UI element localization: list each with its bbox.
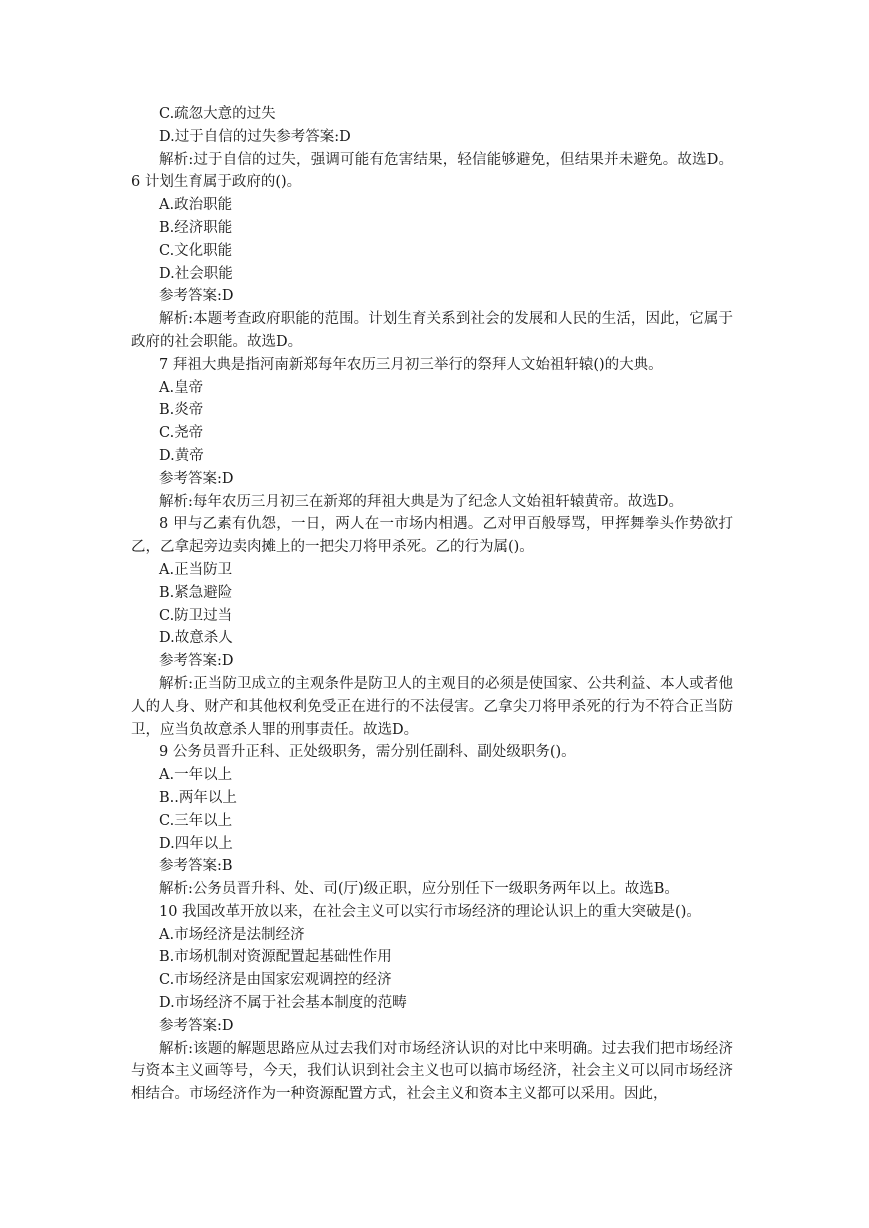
text-paragraph: C.尧帝 xyxy=(159,425,204,442)
text-paragraph: 7 拜祖大典是指河南新郑每年农历三月初三举行的祭拜人文始祖轩辕()的大典。 xyxy=(159,356,663,373)
text-paragraph: 解析:本题考查政府职能的范围。计划生育关系到社会的发展和人民的生活，因此，它属于政府的社会职能。故选D。 xyxy=(131,311,733,350)
text-paragraph: C.防卫过当 xyxy=(159,607,233,624)
text-paragraph: B.经济职能 xyxy=(159,219,233,236)
text-paragraph: 参考答案:D xyxy=(159,288,234,305)
text-paragraph: 参考答案:B xyxy=(159,858,233,875)
text-paragraph: 解析:公务员晋升科、处、司(厅)级正职，应分别任下一级职务两年以上。故选B。 xyxy=(159,881,679,898)
text-paragraph: 解析:正当防卫成立的主观条件是防卫人的主观目的必须是使国家、公共利益、本人或者他人的人身、财产和其他权利免受正在进行的不法侵害。乙拿尖刀将甲杀死的行为不符合正当防卫，应当负故意杀人罪的刑事责任。故选D。 xyxy=(131,675,733,738)
text-paragraph: 10 我国改革开放以来，在社会主义可以实行市场经济的理论认识上的重大突破是()。 xyxy=(159,903,701,920)
text-paragraph: 解析:该题的解题思路应从过去我们对市场经济认识的对比中来明确。过去我们把市场经济与资本主义画等号，今天，我们认识到社会主义也可以搞市场经济，社会主义可以同市场经济相结合。市场经济作为一种资源配置方式，社会主义和资本主义都可以采用。因此， xyxy=(131,1040,733,1103)
text-paragraph: 解析:每年农历三月初三在新郑的拜祖大典是为了纪念人文始祖轩辕黄帝。故选D。 xyxy=(159,493,684,510)
text-paragraph: 解析:过于自信的过失，强调可能有危害结果，轻信能够避免，但结果并未避免。故选D。6 计划生育属于政府的()。 xyxy=(131,151,733,191)
text-paragraph: A.政治职能 xyxy=(159,197,233,214)
text-paragraph: C.市场经济是由国家宏观调控的经济 xyxy=(159,972,392,989)
text-paragraph: A.皇帝 xyxy=(159,379,204,396)
text-paragraph: C.疏忽大意的过失 xyxy=(159,106,276,122)
text-paragraph: 8 甲与乙素有仇怨，一日，两人在一市场内相遇。乙对甲百般辱骂，甲挥舞拳头作势欲打乙，乙拿起旁边卖肉摊上的一把尖刀将甲杀死。乙的行为属()。 xyxy=(131,516,733,556)
text-paragraph: A.正当防卫 xyxy=(159,561,233,578)
text-paragraph: B..两年以上 xyxy=(159,789,237,806)
text-paragraph: D.四年以上 xyxy=(159,835,233,852)
text-paragraph: 9 公务员晋升正科、正处级职务，需分别任副科、副处级职务()。 xyxy=(159,744,576,761)
text-paragraph: D.过于自信的过失参考答案:D xyxy=(159,128,351,145)
text-paragraph: B.市场机制对资源配置起基础性作用 xyxy=(159,949,392,966)
text-paragraph: A.市场经济是法制经济 xyxy=(159,926,305,943)
text-paragraph: A.一年以上 xyxy=(159,767,233,784)
text-paragraph: 参考答案:D xyxy=(159,1017,234,1034)
text-paragraph: C.文化职能 xyxy=(159,242,233,259)
text-paragraph: D.市场经济不属于社会基本制度的范畴 xyxy=(159,995,407,1012)
text-paragraph: C.三年以上 xyxy=(159,812,233,829)
text-paragraph: D.社会职能 xyxy=(159,265,233,282)
document-page xyxy=(131,103,733,1106)
text-paragraph: D.黄帝 xyxy=(159,447,204,464)
text-paragraph: 参考答案:D xyxy=(159,653,234,670)
text-paragraph: D.故意杀人 xyxy=(159,630,233,647)
text-paragraph: 参考答案:D xyxy=(159,470,234,487)
text-paragraph: B.炎帝 xyxy=(159,402,204,419)
text-paragraph: B.紧急避险 xyxy=(159,584,233,601)
